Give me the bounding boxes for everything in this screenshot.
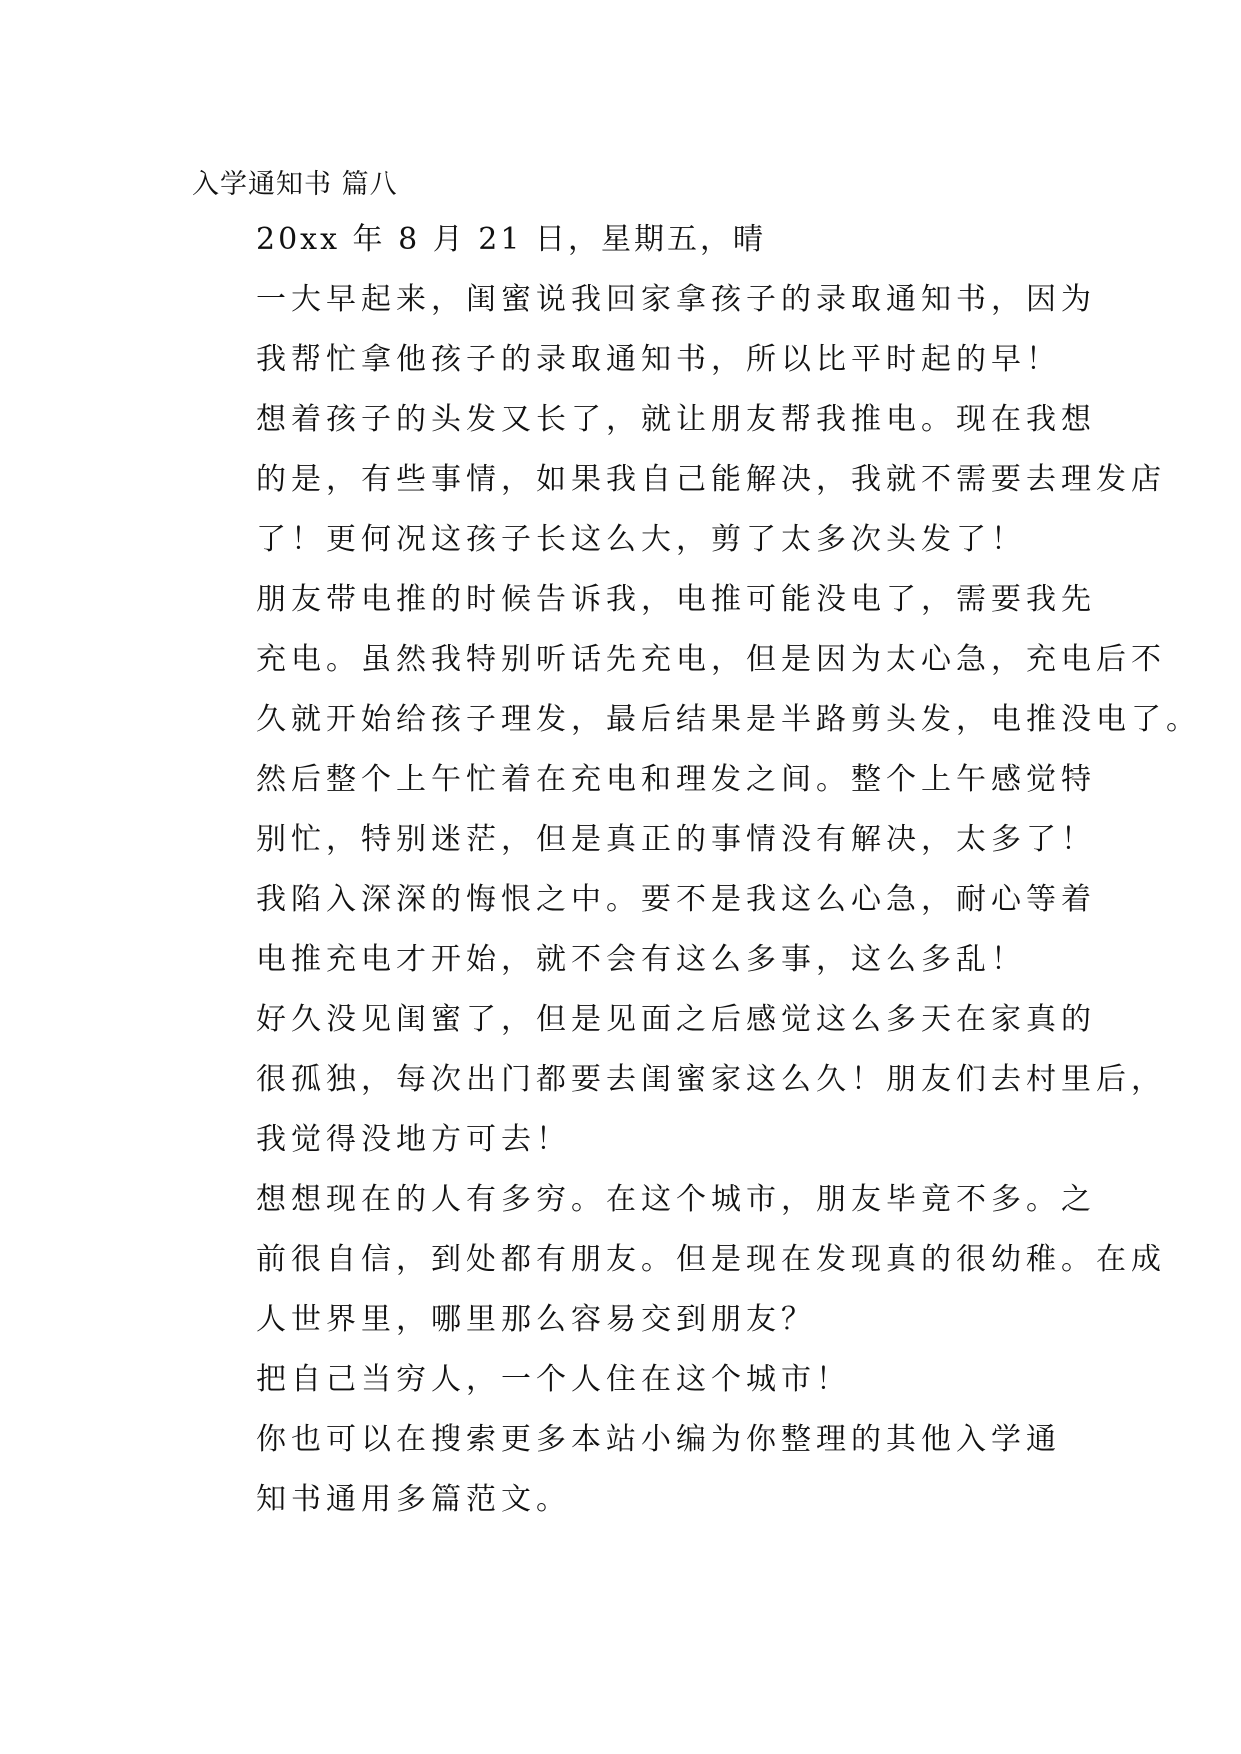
paragraph-line: 的是，有些事情，如果我自己能解决，我就不需要去理发店 <box>256 462 1166 497</box>
paragraph-line: 朋友带电推的时候告诉我，电推可能没电了，需要我先 <box>256 582 1096 617</box>
paragraph-line: 你也可以在搜索更多本站小编为你整理的其他入学通 <box>256 1422 1061 1457</box>
paragraph-2 <box>192 390 1166 570</box>
paragraph-4 <box>192 750 1096 870</box>
paragraph-1 <box>192 270 1096 390</box>
paragraph-line: 然后整个上午忙着在充电和理发之间。整个上午感觉特 <box>256 762 1096 797</box>
date-line: 20xx 年 8 月 21 日，星期五，晴 <box>256 222 766 257</box>
document-body <box>192 160 1201 1530</box>
paragraph-line: 电推充电才开始，就不会有这么多事，这么多乱！ <box>256 942 1026 977</box>
paragraph-5 <box>192 870 1096 990</box>
paragraph-8 <box>192 1350 1052 1410</box>
paragraph-line: 久就开始给孩子理发，最后结果是半路剪头发，电推没电了。 <box>256 702 1201 737</box>
paragraph-line: 了！更何况这孩子长这么大，剪了太多次头发了！ <box>256 522 1026 557</box>
paragraph-6 <box>192 990 1166 1170</box>
paragraph-line: 别忙，特别迷茫，但是真正的事情没有解决，太多了！ <box>256 822 1096 857</box>
paragraph-line: 人世界里，哪里那么容易交到朋友？ <box>256 1302 816 1337</box>
paragraph-line: 想着孩子的头发又长了，就让朋友帮我推电。现在我想 <box>256 402 1096 437</box>
paragraph-line: 我帮忙拿他孩子的录取通知书，所以比平时起的早！ <box>256 342 1061 377</box>
paragraph-line: 好久没见闺蜜了，但是见面之后感觉这么多天在家真的 <box>256 1002 1096 1037</box>
paragraph-line: 知书通用多篇范文。 <box>256 1482 571 1517</box>
paragraph-line: 充电。虽然我特别听话先充电，但是因为太心急，充电后不 <box>256 642 1166 677</box>
document-title: 入学通知书 篇八 <box>192 169 398 200</box>
paragraph-line: 把自己当穷人，一个人住在这个城市！ <box>256 1362 851 1397</box>
paragraph-9 <box>192 1410 1061 1530</box>
paragraph-line: 我陷入深深的悔恨之中。要不是我这么心急，耐心等着 <box>256 882 1096 917</box>
paragraph-line: 想想现在的人有多穷。在这个城市，朋友毕竟不多。之 <box>256 1182 1096 1217</box>
paragraph-line: 前很自信，到处都有朋友。但是现在发现真的很幼稚。在成 <box>256 1242 1166 1277</box>
paragraph-7 <box>192 1170 1166 1350</box>
paragraph-line: 一大早起来，闺蜜说我回家拿孩子的录取通知书，因为 <box>256 282 1096 317</box>
paragraph-line: 很孤独，每次出门都要去闺蜜家这么久！朋友们去村里后， <box>256 1062 1166 1097</box>
paragraph-line: 我觉得没地方可去！ <box>256 1122 571 1157</box>
paragraph-3 <box>192 570 1201 750</box>
